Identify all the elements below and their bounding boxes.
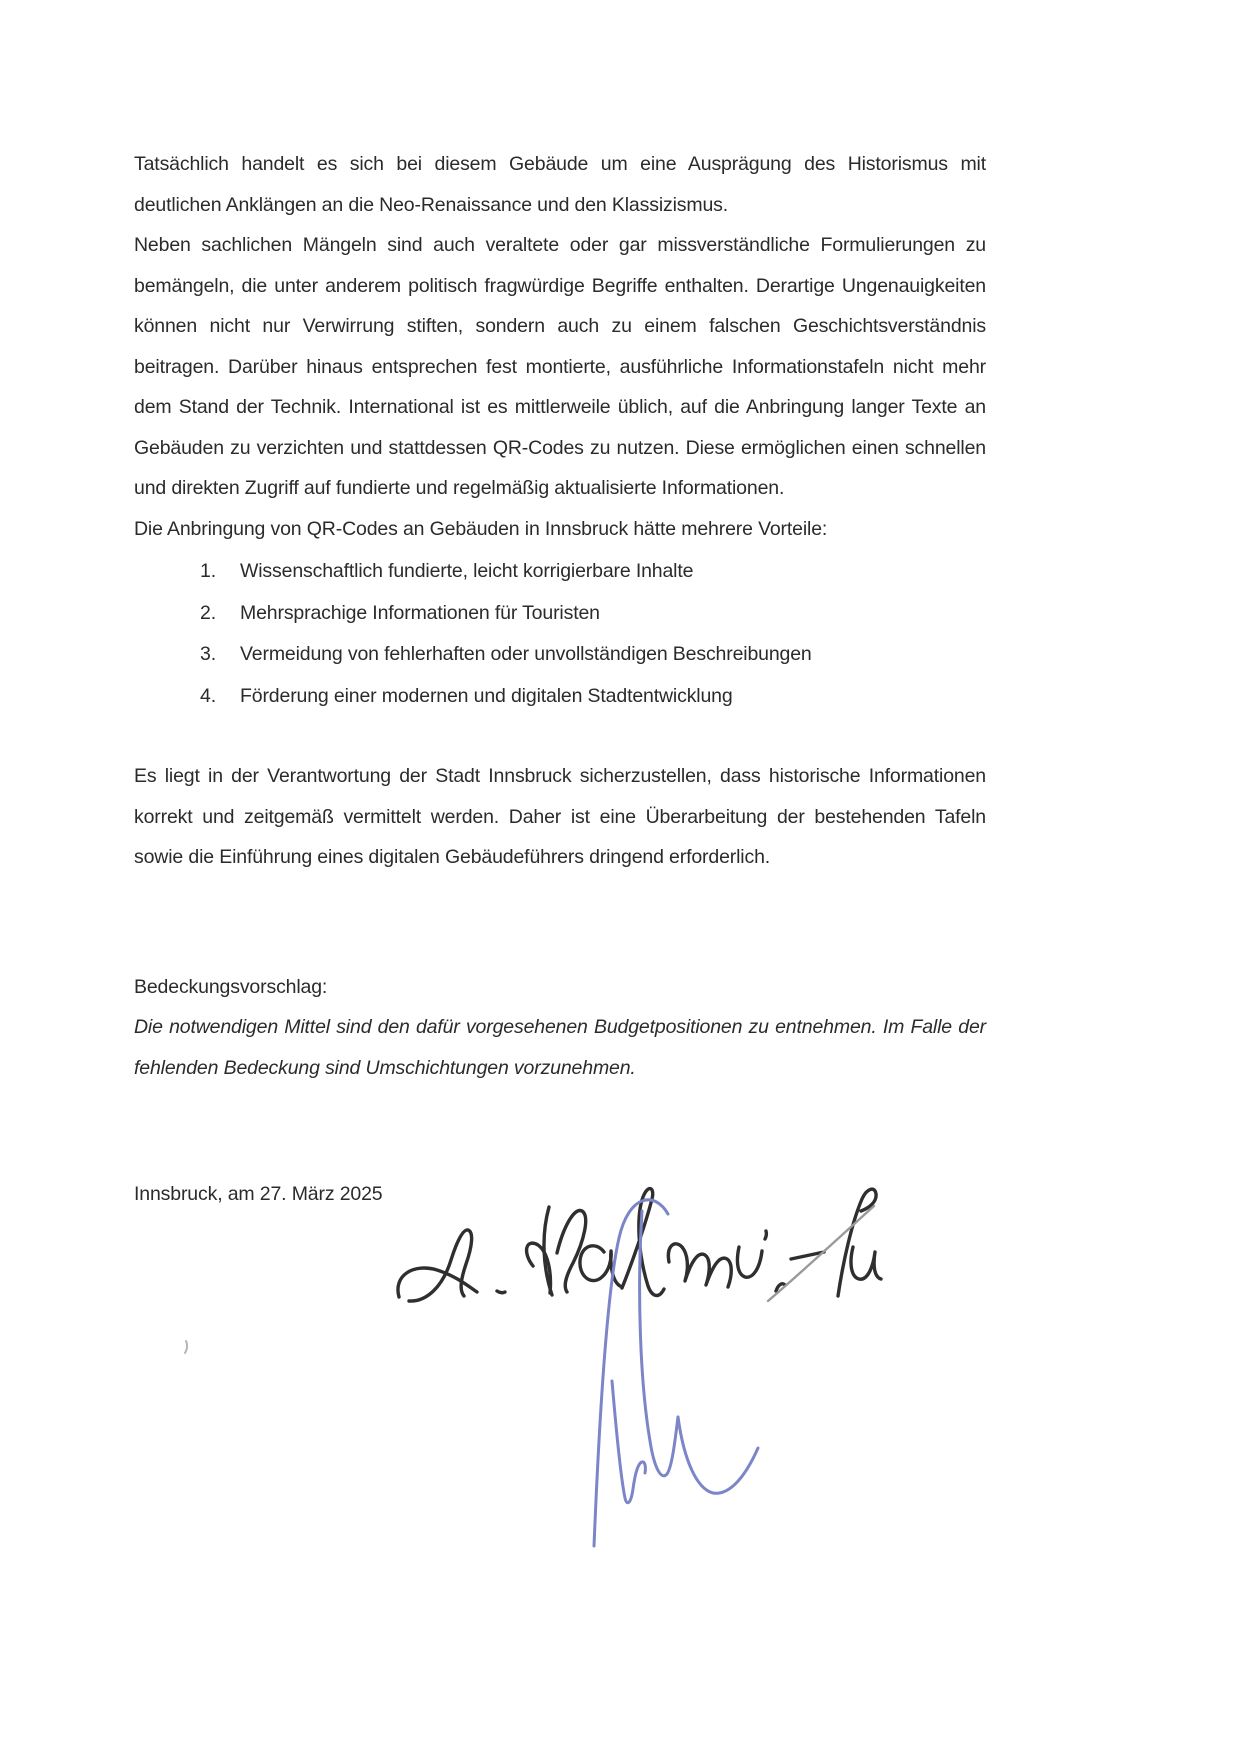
list-intro: Die Anbringung von QR-Codes an Gebäuden in Innsbruck hätte mehrere Vorteile:: [134, 517, 828, 540]
list-item: [134, 551, 986, 592]
signature-blue-flourish: [594, 1200, 758, 1546]
list-item-number: 1.: [200, 560, 216, 582]
list-item-text: Förderung einer modernen und digitalen Stadtentwicklung: [240, 684, 733, 707]
list-item: [134, 676, 986, 717]
scan-artifact-mark: [185, 1341, 187, 1353]
list-item-text: Mehrsprachige Informationen für Touristen: [240, 601, 600, 624]
paragraph-historismus: Tatsächlich handelt es sich bei diesem Gebäude um eine Ausprägung des Historismus mit deutlichen Anklängen an die Neo-Renaissance und den Klassizismus.: [134, 153, 986, 216]
list-item: [134, 593, 986, 634]
list-item-number: 4.: [200, 684, 216, 707]
document-body: [134, 144, 986, 1215]
funding-heading: Bedeckungsvorschlag:: [134, 975, 328, 998]
paragraph-maengel: Neben sachlichen Mängeln sind auch veraltete oder gar missverständliche Formulierungen zu bemängeln, die unter anderem politisch fragwürdige Begriffe enthalten. Derartige Ungenauigkeiten können nicht nur Verwirrung stiften, sondern auch zu einem falschen Geschichtsverständnis beitragen. Darüber hinaus entsprechen fest montierte, ausführliche Informationstafeln nicht mehr dem Stand der Technik. International ist es mittlerweile üblich, auf die Anbringung langer Texte an Gebäuden zu verzichten und stattdessen QR-Codes zu nutzen. Diese ermöglichen einen schnellen und direkten Zugriff auf fundierte und regelmäßig aktualisierte Informationen.: [134, 234, 986, 499]
dateline: Innsbruck, am 27. März 2025: [134, 1183, 383, 1205]
list-item-text: Wissenschaftlich fundierte, leicht korrigierbare Inhalte: [240, 560, 694, 582]
signature-light-stroke: [768, 1206, 874, 1301]
advantages-list: [134, 551, 986, 716]
list-item-number: 2.: [200, 601, 216, 624]
list-item-number: 3.: [200, 643, 216, 665]
paragraph-verantwortung: Es liegt in der Verantwortung der Stadt Innsbruck sicherzustellen, dass historische Informationen korrekt und zeitgemäß vermittelt werden. Daher ist eine Überarbeitung der bestehenden Tafeln sowie die Einführung eines digitalen Gebäudeführers dringend erforderlich.: [134, 765, 986, 868]
funding-text: Die notwendigen Mittel sind den dafür vorgesehenen Budgetpositionen zu entnehmen. Im Falle der fehlenden Bedeckung sind Umschichtungen vorzunehmen.: [134, 1016, 986, 1079]
list-item: [134, 634, 986, 675]
list-item-text: Vermeidung von fehlerhaften oder unvollständigen Beschreibungen: [240, 643, 812, 665]
